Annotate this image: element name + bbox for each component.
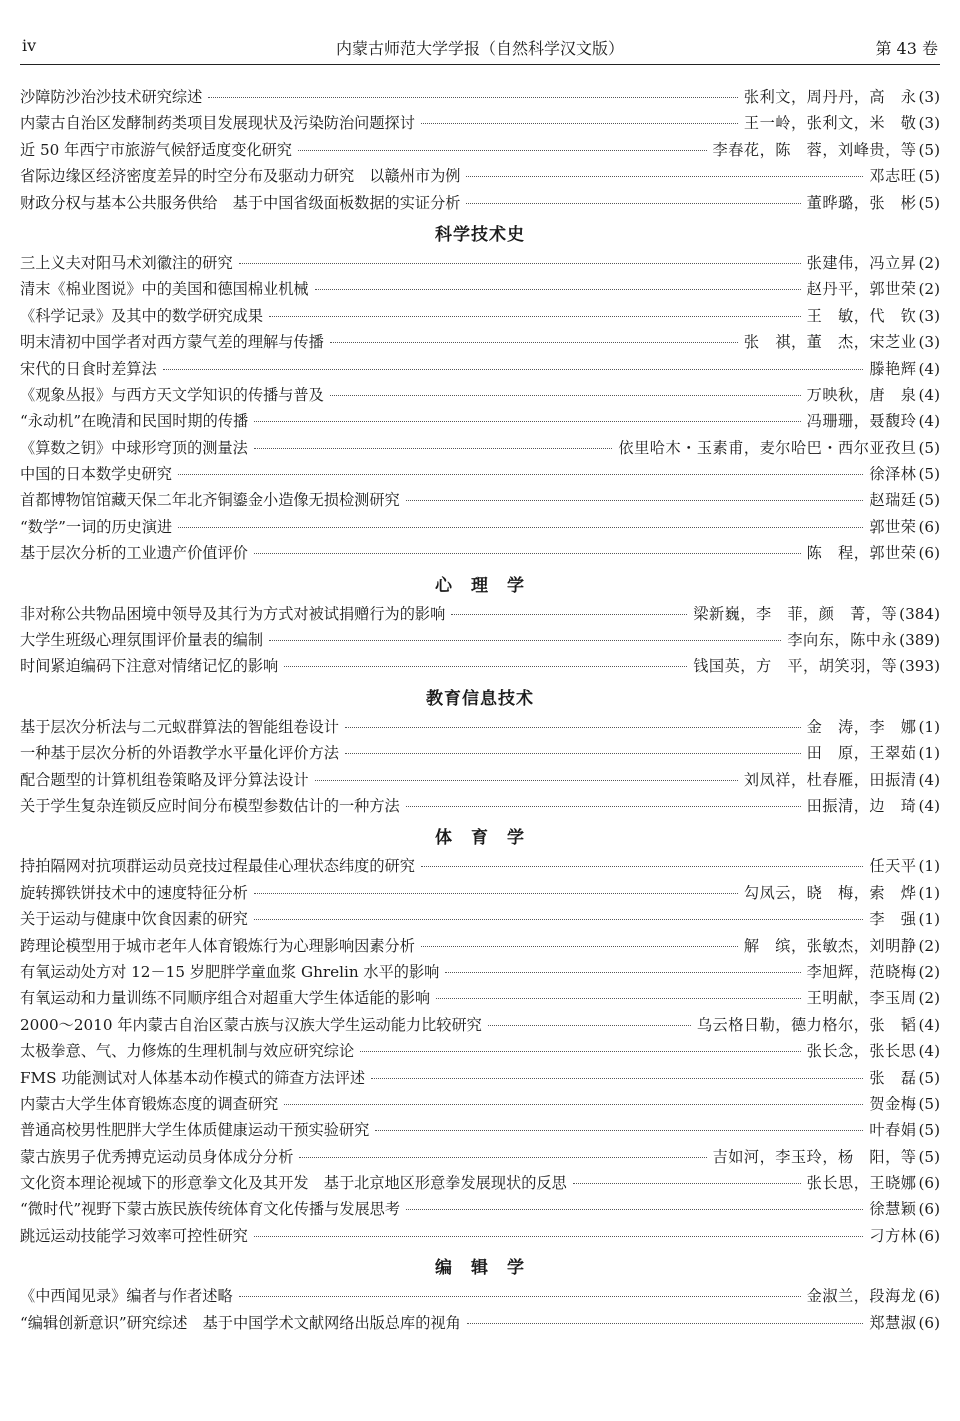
dot-leader [254, 893, 738, 894]
article-page-number: (3) [918, 88, 940, 106]
dot-leader [406, 1209, 863, 1210]
toc-entry [20, 1067, 940, 1093]
article-authors: 李 强 [869, 910, 917, 929]
article-title: “微时代”视野下蒙古族民族传统体育文化传播与发展思考 [20, 1200, 401, 1219]
toc-entry [20, 1198, 940, 1224]
article-page-number: (1) [918, 883, 940, 902]
toc-entry [20, 1312, 940, 1338]
article-title: 有氧运动和力量训练不同顺序组合对超重大学生体适能的影响 [20, 989, 431, 1008]
article-title: 旋转掷铁饼技术中的速度特征分析 [20, 883, 248, 902]
dot-leader [345, 727, 801, 728]
dot-leader [421, 123, 738, 124]
toc-entry [20, 1146, 940, 1172]
article-authors: 徐慧颖 [869, 1200, 917, 1219]
toc-entry [20, 882, 940, 908]
toc-entry [20, 437, 940, 463]
article-title: 持拍隔网对抗项群运动员竞技过程最佳心理状态纬度的研究 [20, 857, 415, 876]
toc-entry [20, 795, 940, 821]
toc-entry [20, 1093, 940, 1119]
article-page-number: (5) [918, 193, 940, 212]
toc-entry [20, 489, 940, 515]
article-title: 普通高校男性肥胖大学生体质健康运动干预实验研究 [20, 1121, 370, 1140]
article-authors: 滕艳辉 [869, 359, 917, 378]
article-authors: 张 磊 [869, 1068, 917, 1087]
article-authors: 田振清，边 琦 [806, 796, 917, 815]
article-authors: 赵瑞廷 [869, 491, 917, 510]
article-authors: 张长念，张长思 [806, 1042, 917, 1061]
toc-entry [20, 331, 940, 357]
toc-entry [20, 358, 940, 384]
article-title: 基于层次分析的工业遗产价值评价 [20, 544, 248, 563]
article-title: 宋代的日食时差算法 [20, 359, 157, 378]
article-authors: 金淑兰，段海龙 [806, 1287, 917, 1306]
dot-leader [269, 640, 781, 641]
dot-leader [254, 421, 801, 422]
article-title: 明末清初中国学者对西方蒙气差的理解与传播 [20, 333, 324, 352]
dot-leader [375, 1130, 863, 1131]
toc-entry [20, 769, 940, 795]
article-title: 中国的日本数学史研究 [20, 465, 172, 484]
article-authors: 赵丹平，郭世荣 [806, 280, 917, 299]
dot-leader [573, 1183, 801, 1184]
journal-title: 内蒙古师范大学学报（自然科学汉文版） [335, 39, 624, 58]
article-page-number: (389) [899, 631, 940, 650]
article-page-number: (2) [918, 936, 940, 955]
toc-entry [20, 384, 940, 410]
article-page-number: (6) [918, 1174, 940, 1193]
section-heading: 教育信息技术 [426, 688, 534, 709]
dot-leader [330, 342, 738, 343]
article-page-number: (393) [899, 657, 940, 676]
article-authors: 李春花，陈 蓉，刘峰贵，等 [712, 140, 917, 159]
article-page-number: (6) [918, 1226, 940, 1245]
article-authors: 邓志旺 [869, 167, 917, 186]
dot-leader [436, 998, 801, 999]
dot-leader [254, 1236, 864, 1237]
article-page-number: (4) [918, 796, 940, 815]
article-page-number: (1) [918, 857, 940, 876]
article-authors: 金 涛，李 娜 [806, 717, 917, 736]
article-page-number: (6) [918, 517, 940, 536]
article-title: 基于层次分析法与二元蚁群算法的智能组卷设计 [20, 717, 339, 736]
volume-label: 第 43 卷 [875, 39, 938, 58]
article-page-number: (6) [918, 1313, 940, 1332]
dot-leader [208, 97, 738, 98]
toc-entry [20, 252, 940, 278]
article-page-number: (5) [918, 1094, 940, 1113]
article-authors: 贺金梅 [869, 1094, 917, 1113]
dot-leader [360, 1051, 801, 1052]
article-authors: 李向东，陈中永 [787, 631, 898, 650]
article-authors: 解 缤，张敏杰，刘明静 [743, 936, 917, 955]
article-page-number: (6) [918, 1287, 940, 1306]
page-header [20, 34, 940, 62]
article-title: 《观象丛报》与西方天文学知识的传播与普及 [20, 385, 324, 404]
dot-leader [315, 289, 801, 290]
article-page-number: (5) [918, 140, 940, 159]
article-authors: 郭世荣 [869, 517, 917, 536]
toc-entry [20, 1014, 940, 1040]
article-title: 近 50 年西宁市旅游气候舒适度变化研究 [20, 140, 292, 159]
article-authors: 张建伟，冯立昇 [806, 253, 917, 272]
article-title: 关于学生复杂连锁反应时间分布模型参数估计的一种方法 [20, 796, 400, 815]
article-authors: 张 祺，董 杰，宋芝业 [743, 333, 917, 352]
article-authors: 钱国英，方 平，胡笑羽，等 [693, 657, 898, 676]
toc-entry [20, 410, 940, 436]
toc-entry [20, 1119, 940, 1145]
article-title: 三上义夫对阳马术刘徽注的研究 [20, 253, 233, 272]
article-title: “永动机”在晚清和民国时期的传播 [20, 412, 249, 431]
toc-entry [20, 463, 940, 489]
article-page-number: (4) [918, 770, 940, 789]
toc-entry [20, 908, 940, 934]
toc-entry [20, 716, 940, 742]
dot-leader [163, 369, 864, 370]
article-title: 《科学记录》及其中的数学研究成果 [20, 306, 263, 325]
article-authors: 陈 程，郭世荣 [806, 544, 917, 563]
toc-entry [20, 1040, 940, 1066]
article-authors: 张长思，王晓娜 [806, 1174, 917, 1193]
article-page-number: (5) [918, 1147, 940, 1166]
toc-entry [20, 742, 940, 768]
article-page-number: (4) [918, 1042, 940, 1061]
dot-leader [284, 1104, 863, 1105]
article-title: 跳远运动技能学习效率可控性研究 [20, 1226, 248, 1245]
toc-entry [20, 278, 940, 304]
toc-entry [20, 1172, 940, 1198]
article-title: 跨理论模型用于城市老年人体育锻炼行为心理影响因素分析 [20, 936, 415, 955]
toc-entry [20, 305, 940, 331]
article-title: 财政分权与基本公共服务供给 基于中国省级面板数据的实证分析 [20, 193, 461, 212]
article-page-number: (5) [918, 167, 940, 186]
article-authors: 王 敏，代 钦 [806, 306, 917, 325]
dot-leader [445, 972, 800, 973]
article-title: 内蒙古大学生体育锻炼态度的调查研究 [20, 1094, 279, 1113]
article-title: 非对称公共物品困境中领导及其行为方式对被试捐赠行为的影响 [20, 604, 446, 623]
table-of-contents [20, 86, 940, 1338]
dot-leader [254, 448, 613, 449]
article-page-number: (3) [918, 306, 940, 325]
article-title: 内蒙古自治区发酵制药类项目发展现状及污染防治问题探讨 [20, 114, 415, 133]
toc-entry [20, 961, 940, 987]
dot-leader [488, 1025, 691, 1026]
article-title: 2000～2010 年内蒙古自治区蒙古族与汉族大学生运动能力比较研究 [20, 1015, 482, 1034]
article-page-number: (2) [918, 253, 940, 272]
dot-leader [239, 1296, 801, 1297]
article-title: 沙障防沙治沙技术研究综述 [20, 88, 203, 106]
article-title: 有氧运动处方对 12－15 岁肥胖学童血浆 Ghrelin 水平的影响 [20, 962, 440, 981]
header-rule [20, 64, 940, 65]
article-title: 配合题型的计算机组卷策略及评分算法设计 [20, 770, 309, 789]
article-authors: 张利文，周丹丹，高 永 [743, 88, 917, 106]
dot-leader [421, 866, 864, 867]
article-page-number: (2) [918, 280, 940, 299]
article-page-number: (6) [918, 1200, 940, 1219]
article-authors: 梁新巍，李 菲，颜 菁，等 [693, 604, 898, 623]
article-authors: 田 原，王翠茹 [806, 744, 917, 763]
article-authors: 李旭辉，范晓梅 [806, 962, 917, 981]
article-title: 清末《棉业图说》中的美国和德国棉业机械 [20, 280, 309, 299]
article-page-number: (2) [918, 962, 940, 981]
toc-entry [20, 987, 940, 1013]
dot-leader [299, 1157, 706, 1158]
article-title: 《中西闻见录》编者与作者述略 [20, 1287, 233, 1306]
article-title: 《算数之钥》中球形穹顶的测量法 [20, 438, 248, 457]
dot-leader [284, 666, 687, 667]
article-authors: 董晔璐，张 彬 [806, 193, 917, 212]
page-number-roman: iv [22, 36, 37, 55]
article-title: FMS 功能测试对人体基本动作模式的筛查方法评述 [20, 1068, 366, 1087]
article-authors: 叶春娟 [869, 1121, 917, 1140]
toc-entry [20, 139, 940, 165]
article-title: “数学”一词的历史演进 [20, 517, 173, 536]
dot-leader [406, 500, 864, 501]
section-heading: 编 辑 学 [435, 1258, 525, 1279]
dot-leader [178, 527, 863, 528]
toc-entry [20, 516, 940, 542]
section-heading: 体 育 学 [435, 828, 525, 849]
article-authors: 郑慧淑 [869, 1313, 917, 1332]
article-page-number: (384) [899, 604, 940, 623]
article-page-number: (6) [918, 544, 940, 563]
toc-entry [20, 192, 940, 218]
toc-entry [20, 855, 940, 881]
article-page-number: (4) [918, 385, 940, 404]
article-page-number: (5) [918, 491, 940, 510]
dot-leader [371, 1078, 863, 1079]
dot-leader [330, 395, 801, 396]
article-authors: 依里哈木・玉素甫，麦尔哈巴・西尔亚孜旦 [618, 438, 917, 457]
toc-entry [20, 603, 940, 629]
toc-entry [20, 629, 940, 655]
article-page-number: (5) [918, 438, 940, 457]
journal-page [20, 0, 940, 1421]
article-title: 太极拳意、气、力修炼的生理机制与效应研究综论 [20, 1042, 355, 1061]
article-page-number: (1) [918, 910, 940, 929]
article-page-number: (2) [918, 989, 940, 1008]
article-page-number: (3) [918, 114, 940, 133]
toc-entry [20, 655, 940, 681]
dot-leader [466, 203, 800, 204]
dot-leader [239, 263, 801, 264]
article-page-number: (5) [918, 465, 940, 484]
article-authors: 刁方林 [869, 1226, 917, 1245]
section-heading: 科学技术史 [435, 224, 525, 245]
article-page-number: (5) [918, 1121, 940, 1140]
article-page-number: (1) [918, 744, 940, 763]
section-heading: 心 理 学 [435, 575, 525, 596]
article-authors: 王一岭，张利文，米 敬 [743, 114, 917, 133]
dot-leader [466, 176, 863, 177]
dot-leader [298, 150, 707, 151]
article-authors: 万映秋，唐 泉 [806, 385, 917, 404]
article-authors: 刘凤祥，杜春雁，田振清 [743, 770, 917, 789]
article-authors: 王明献，李玉周 [806, 989, 917, 1008]
toc-entry [20, 112, 940, 138]
article-page-number: (4) [918, 359, 940, 378]
article-title: 关于运动与健康中饮食因素的研究 [20, 910, 248, 929]
article-page-number: (4) [918, 412, 940, 431]
toc-entry [20, 86, 940, 112]
article-page-number: (4) [918, 1015, 940, 1034]
toc-entry [20, 1285, 940, 1311]
article-authors: 冯珊珊，聂馥玲 [806, 412, 917, 431]
toc-entry [20, 542, 940, 568]
dot-leader [421, 946, 738, 947]
dot-leader [269, 316, 801, 317]
article-authors: 吉如河，李玉玲，杨 阳，等 [712, 1147, 917, 1166]
article-title: 时间紧迫编码下注意对情绪记忆的影响 [20, 657, 279, 676]
dot-leader [178, 474, 864, 475]
article-authors: 任天平 [869, 857, 917, 876]
article-title: 大学生班级心理氛围评价量表的编制 [20, 631, 263, 650]
dot-leader [467, 1323, 864, 1324]
dot-leader [254, 553, 801, 554]
dot-leader [406, 806, 801, 807]
article-page-number: (5) [918, 1068, 940, 1087]
toc-entry [20, 165, 940, 191]
article-title: 蒙古族男子优秀搏克运动员身体成分分析 [20, 1147, 294, 1166]
article-title: 文化资本理论视域下的形意拳文化及其开发 基于北京地区形意拳发展现状的反思 [20, 1174, 567, 1193]
toc-entry [20, 1225, 940, 1251]
article-authors: 乌云格日勒，德力格尔，张 韬 [696, 1015, 917, 1034]
article-page-number: (3) [918, 333, 940, 352]
article-authors: 徐泽林 [869, 465, 917, 484]
dot-leader [315, 780, 738, 781]
toc-entry [20, 935, 940, 961]
dot-leader [345, 753, 801, 754]
article-title: “编辑创新意识”研究综述 基于中国学术文献网络出版总库的视角 [20, 1313, 461, 1332]
article-title: 省际边缘区经济密度差异的时空分布及驱动力研究 以赣州市为例 [20, 167, 461, 186]
dot-leader [254, 919, 864, 920]
article-page-number: (1) [918, 717, 940, 736]
article-authors: 勾凤云，晓 梅，索 烨 [743, 883, 917, 902]
article-title: 首都博物馆馆藏天保二年北齐铜鎏金小造像无损检测研究 [20, 491, 400, 510]
dot-leader [451, 614, 687, 615]
article-title: 一种基于层次分析的外语教学水平量化评价方法 [20, 744, 339, 763]
